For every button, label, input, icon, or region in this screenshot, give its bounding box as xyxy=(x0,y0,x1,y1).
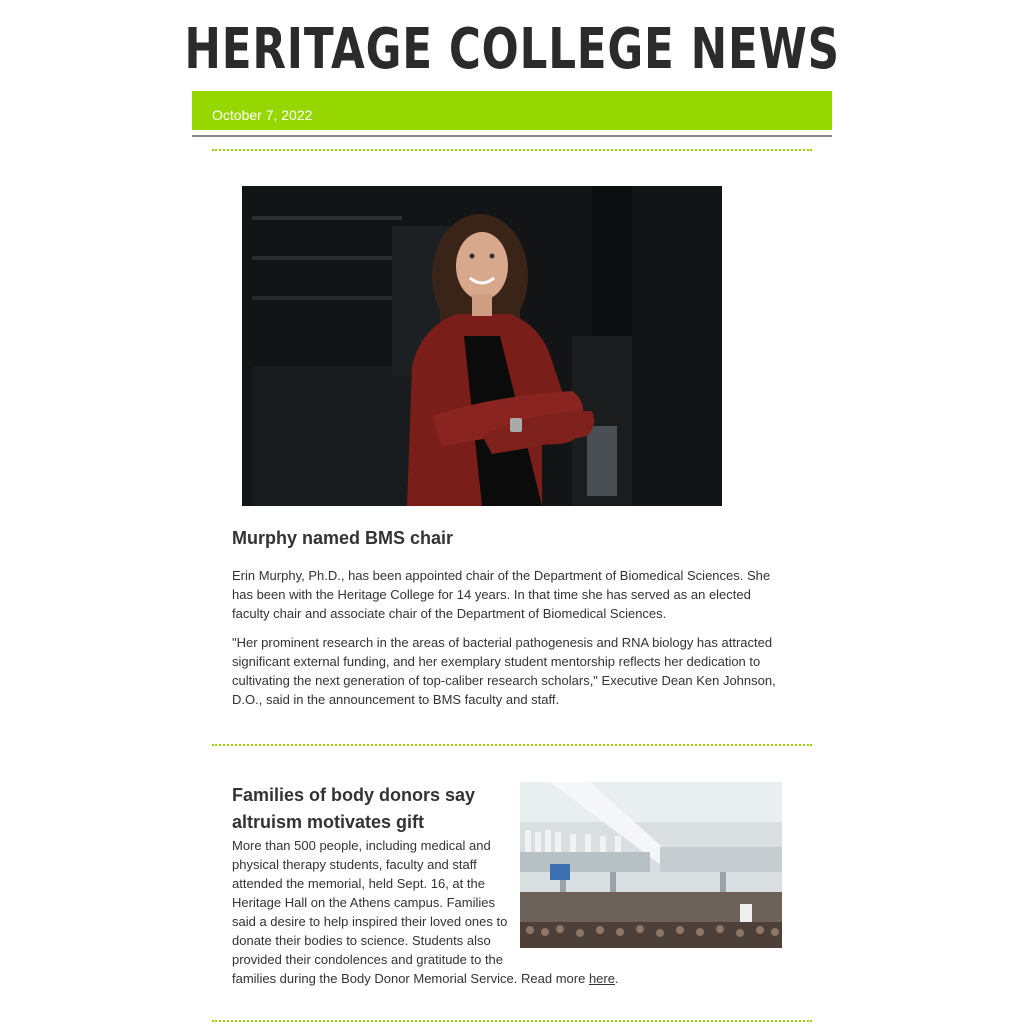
article-title xyxy=(232,782,502,836)
read-more-link[interactable]: here xyxy=(588,971,615,986)
article-body-end: . xyxy=(614,971,619,986)
portrait-photo xyxy=(242,186,722,506)
article-title xyxy=(232,525,792,552)
article-headline: Families of body donors say altruism motivates gift xyxy=(232,785,476,832)
section-divider xyxy=(212,744,812,746)
article-headline: Murphy named BMS chair xyxy=(232,528,454,548)
memorial-event-photo xyxy=(520,782,782,948)
issue-date: October 7, 2022 xyxy=(212,107,313,123)
article-paragraph: "Her prominent research in the areas of bacterial pathogenesis and RNA biology has attracted significant external funding, and her exemplary student mentorship reflects her dedication to cultivating the next generation of top-caliber research scholars," Executive Dean Ken Johnson, D.O., said in the announcement to BMS faculty and staff. xyxy=(232,635,776,707)
section-divider xyxy=(212,1020,812,1022)
masthead-title: HERITAGE COLLEGE NEWS xyxy=(184,16,840,82)
article-paragraph: Erin Murphy, Ph.D., has been appointed chair of the Department of Biomedical Sciences. She has been with the Heritage College for 14 years. In that time she has served as an elected faculty chair and associate chair of the Department of Biomedical Sciences. xyxy=(232,568,771,621)
section-divider xyxy=(212,149,812,151)
header-divider xyxy=(192,135,832,137)
article-body-text: More than 500 people, including medical and physical therapy students, faculty and staff attended the memorial, held Sept. 16, at the Heritage Hall on the Athens campus. Families said a desire to help inspired their loved ones to donate their bodies to science. Students also provided their condolences and gratitude to the families during the Body Donor Memorial Service. Read more xyxy=(232,838,589,986)
date-bar xyxy=(192,91,832,130)
masthead xyxy=(184,14,840,84)
article-body xyxy=(232,836,792,988)
